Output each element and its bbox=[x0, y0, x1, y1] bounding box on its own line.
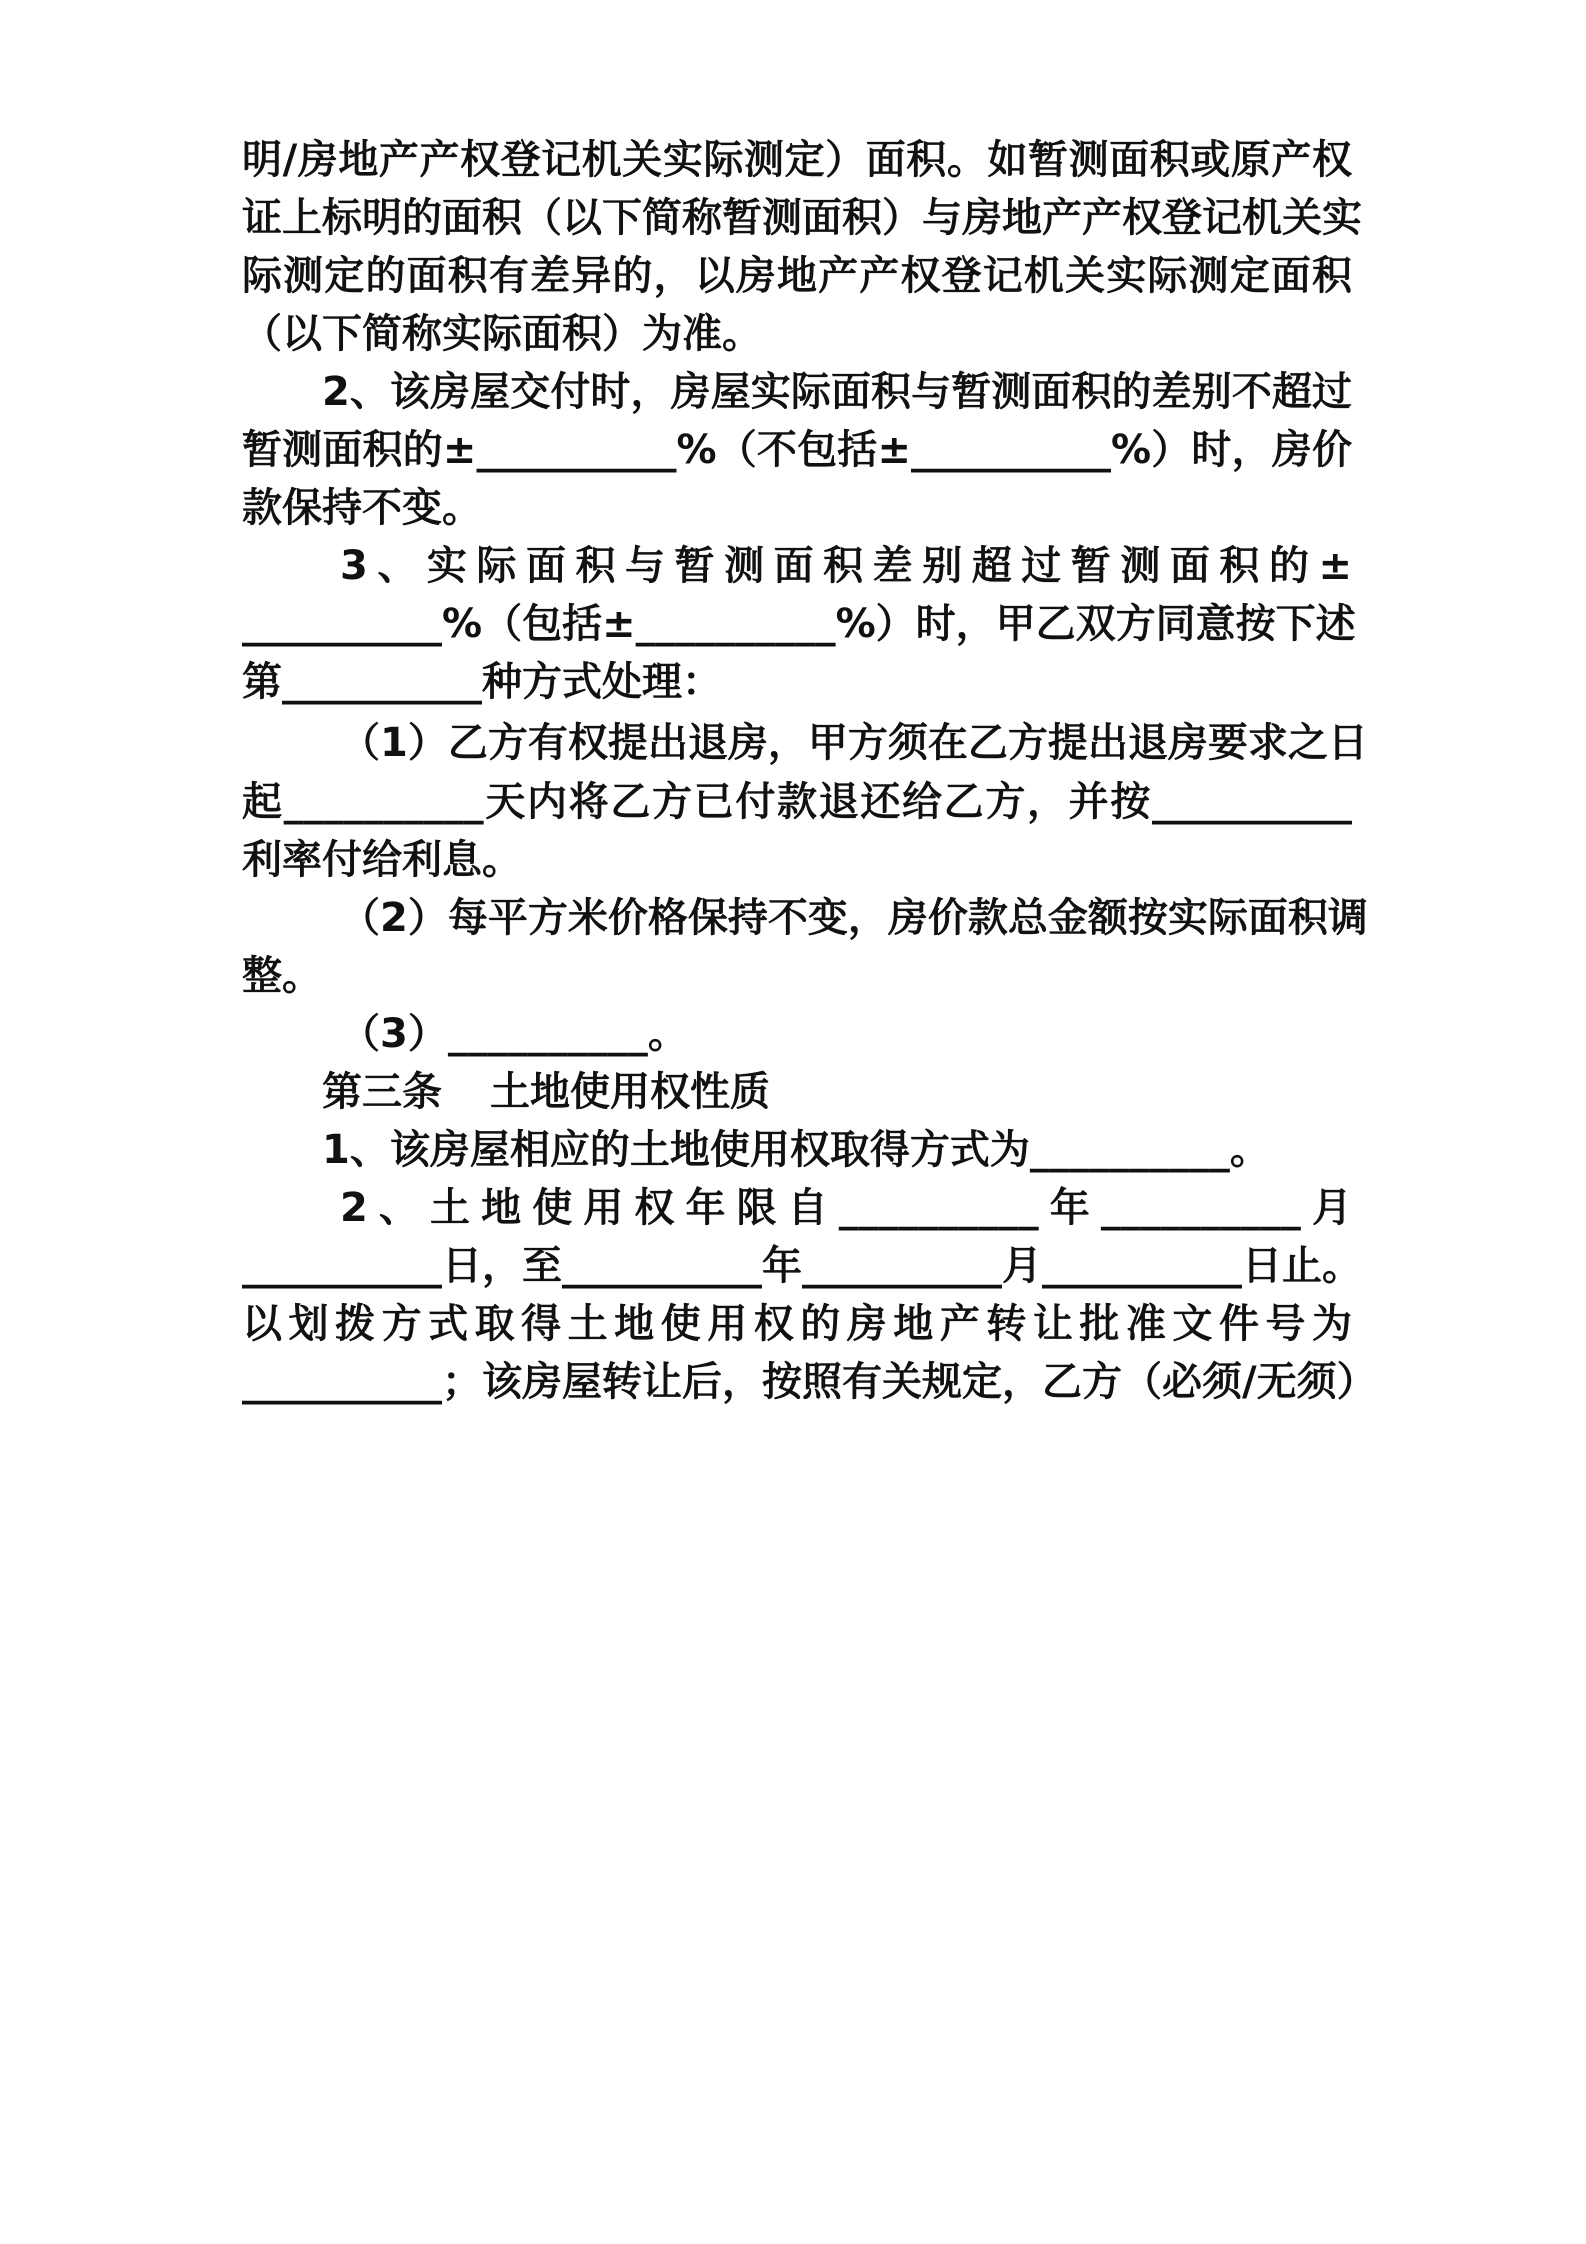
paragraph-line: 1、该房屋相应的土地使用权取得方式为__________。 bbox=[322, 1127, 1270, 1173]
paragraph-line: 明/房地产产权登记机关实际测定）面积。如暂测面积或原产权 bbox=[242, 137, 1352, 183]
paragraph-line: 第__________种方式处理： bbox=[242, 659, 722, 705]
article-name: 土地使用权性质 bbox=[490, 1069, 770, 1115]
paragraph-line: 起__________天内将乙方已付款退还给乙方，并按__________ bbox=[242, 779, 1352, 825]
paragraph-line: 3、实际面积与暂测面积差别超过暂测面积的± bbox=[340, 543, 1352, 589]
paragraph-line: 利率付给利息。 bbox=[242, 837, 522, 883]
paragraph-line: 际测定的面积有差异的，以房地产产权登记机关实际测定面积 bbox=[242, 253, 1352, 299]
paragraph-line: __________%（包括±__________%）时，甲乙双方同意按下述 bbox=[242, 601, 1356, 647]
paragraph-line: 2、土地使用权年限自__________年__________月 bbox=[340, 1185, 1352, 1231]
paragraph-line: 整。 bbox=[242, 953, 322, 999]
paragraph-line: 暂测面积的±__________%（不包括±__________%）时，房价 bbox=[242, 427, 1352, 473]
article-title bbox=[322, 1062, 1352, 1122]
paragraph-line: 款保持不变。 bbox=[242, 485, 482, 531]
paragraph-line: （以下简称实际面积）为准。 bbox=[242, 311, 762, 357]
article-number: 第三条 bbox=[322, 1069, 442, 1115]
paragraph-line: __________；该房屋转让后，按照有关规定，乙方（必须/无须） bbox=[242, 1359, 1377, 1405]
paragraph-line: （2）每平方米价格保持不变，房价款总金额按实际面积调 bbox=[340, 895, 1368, 941]
paragraph-line: （1）乙方有权提出退房，甲方须在乙方提出退房要求之日 bbox=[340, 720, 1368, 766]
paragraph-line: （3）__________。 bbox=[340, 1011, 688, 1057]
paragraph-line: __________日，至__________年__________月__________日止。 bbox=[242, 1243, 1362, 1289]
paragraph-line: 以划拨方式取得土地使用权的房地产转让批准文件号为 bbox=[242, 1301, 1352, 1347]
paragraph-line: 2、该房屋交付时，房屋实际面积与暂测面积的差别不超过 bbox=[322, 369, 1352, 415]
paragraph-line: 证上标明的面积（以下简称暂测面积）与房地产产权登记机关实 bbox=[242, 195, 1362, 241]
